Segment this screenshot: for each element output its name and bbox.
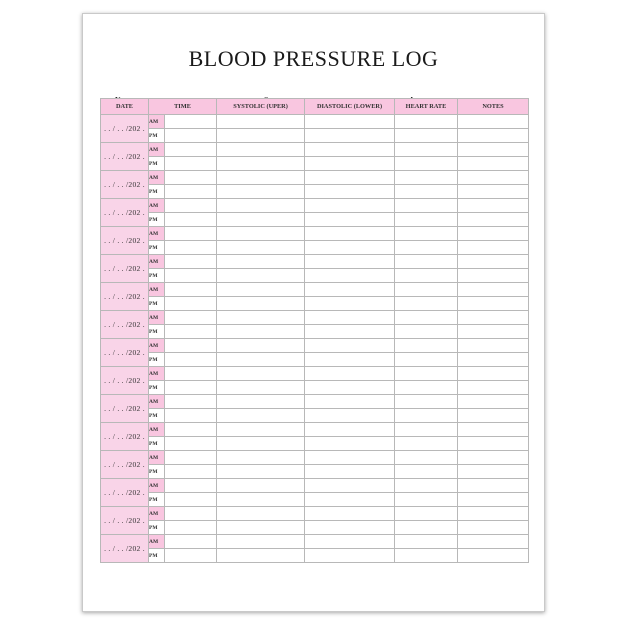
pm-label: PM: [149, 437, 165, 451]
pm-label: PM: [149, 521, 165, 535]
heart-rate-cell[interactable]: [395, 493, 458, 507]
log-row: [101, 521, 529, 535]
pm-label: PM: [149, 241, 165, 255]
log-row: [101, 507, 529, 521]
am-label: AM: [149, 367, 165, 381]
log-row: [101, 465, 529, 479]
notes-cell[interactable]: [458, 395, 529, 409]
time-cell[interactable]: [165, 339, 217, 353]
time-cell[interactable]: [165, 437, 217, 451]
heart-rate-cell[interactable]: [395, 129, 458, 143]
systolic-cell[interactable]: [217, 241, 305, 255]
heart-rate-cell[interactable]: [395, 325, 458, 339]
log-row: [101, 157, 529, 171]
header-diastolic: DIASTOLIC (LOWER): [305, 99, 395, 115]
heart-rate-cell[interactable]: [395, 213, 458, 227]
pm-label: PM: [149, 185, 165, 199]
systolic-cell[interactable]: [217, 283, 305, 297]
heart-rate-cell[interactable]: [395, 339, 458, 353]
log-row: [101, 395, 529, 409]
time-cell[interactable]: [165, 395, 217, 409]
log-row: [101, 437, 529, 451]
notes-cell[interactable]: [458, 465, 529, 479]
am-label: AM: [149, 395, 165, 409]
diastolic-cell[interactable]: [305, 171, 395, 185]
log-row: [101, 115, 529, 129]
am-label: AM: [149, 199, 165, 213]
time-cell[interactable]: [165, 213, 217, 227]
date-cell[interactable]: . . / . . /202 .: [101, 171, 149, 199]
heart-rate-cell[interactable]: [395, 185, 458, 199]
am-label: AM: [149, 423, 165, 437]
header-systolic: SYSTOLIC (UPER): [217, 99, 305, 115]
log-row: [101, 143, 529, 157]
date-cell[interactable]: . . / . . /202 .: [101, 535, 149, 563]
date-cell[interactable]: . . / . . /202 .: [101, 451, 149, 479]
pm-label: PM: [149, 297, 165, 311]
diastolic-cell[interactable]: [305, 465, 395, 479]
header-row: [101, 99, 529, 115]
time-cell[interactable]: [165, 227, 217, 241]
diastolic-cell[interactable]: [305, 381, 395, 395]
diastolic-cell[interactable]: [305, 521, 395, 535]
date-cell[interactable]: . . / . . /202 .: [101, 143, 149, 171]
notes-cell[interactable]: [458, 115, 529, 129]
time-cell[interactable]: [165, 297, 217, 311]
date-cell[interactable]: . . / . . /202 .: [101, 339, 149, 367]
diastolic-cell[interactable]: [305, 395, 395, 409]
systolic-cell[interactable]: [217, 213, 305, 227]
heart-rate-cell[interactable]: [395, 283, 458, 297]
systolic-cell[interactable]: [217, 367, 305, 381]
log-row: [101, 479, 529, 493]
heart-rate-cell[interactable]: [395, 353, 458, 367]
time-cell[interactable]: [165, 171, 217, 185]
diastolic-cell[interactable]: [305, 451, 395, 465]
diastolic-cell[interactable]: [305, 325, 395, 339]
log-row: [101, 255, 529, 269]
systolic-cell[interactable]: [217, 171, 305, 185]
systolic-cell[interactable]: [217, 451, 305, 465]
systolic-cell[interactable]: [217, 353, 305, 367]
systolic-cell[interactable]: [217, 129, 305, 143]
heart-rate-cell[interactable]: [395, 157, 458, 171]
notes-cell[interactable]: [458, 311, 529, 325]
time-cell[interactable]: [165, 451, 217, 465]
heart-rate-cell[interactable]: [395, 535, 458, 549]
notes-cell[interactable]: [458, 199, 529, 213]
systolic-cell[interactable]: [217, 269, 305, 283]
log-row: [101, 367, 529, 381]
diastolic-cell[interactable]: [305, 115, 395, 129]
diastolic-cell[interactable]: [305, 283, 395, 297]
time-cell[interactable]: [165, 465, 217, 479]
log-row: [101, 423, 529, 437]
time-cell[interactable]: [165, 269, 217, 283]
systolic-cell[interactable]: [217, 521, 305, 535]
notes-cell[interactable]: [458, 493, 529, 507]
date-cell[interactable]: . . / . . /202 .: [101, 227, 149, 255]
time-cell[interactable]: [165, 143, 217, 157]
notes-cell[interactable]: [458, 339, 529, 353]
log-row: [101, 311, 529, 325]
notes-cell[interactable]: [458, 353, 529, 367]
diastolic-cell[interactable]: [305, 311, 395, 325]
time-cell[interactable]: [165, 283, 217, 297]
diastolic-cell[interactable]: [305, 129, 395, 143]
time-cell[interactable]: [165, 129, 217, 143]
am-label: AM: [149, 171, 165, 185]
diastolic-cell[interactable]: [305, 143, 395, 157]
heart-rate-cell[interactable]: [395, 311, 458, 325]
heart-rate-cell[interactable]: [395, 171, 458, 185]
time-cell[interactable]: [165, 479, 217, 493]
am-label: AM: [149, 507, 165, 521]
diastolic-cell[interactable]: [305, 269, 395, 283]
am-label: AM: [149, 339, 165, 353]
date-cell[interactable]: . . / . . /202 .: [101, 115, 149, 143]
systolic-cell[interactable]: [217, 325, 305, 339]
notes-cell[interactable]: [458, 381, 529, 395]
systolic-cell[interactable]: [217, 507, 305, 521]
log-body: [101, 115, 529, 563]
notes-cell[interactable]: [458, 549, 529, 563]
heart-rate-cell[interactable]: [395, 255, 458, 269]
time-cell[interactable]: [165, 325, 217, 339]
diastolic-cell[interactable]: [305, 409, 395, 423]
time-cell[interactable]: [165, 157, 217, 171]
time-cell[interactable]: [165, 115, 217, 129]
time-cell[interactable]: [165, 255, 217, 269]
heart-rate-cell[interactable]: [395, 437, 458, 451]
time-cell[interactable]: [165, 381, 217, 395]
header-heart-rate: HEART RATE: [395, 99, 458, 115]
pm-label: PM: [149, 129, 165, 143]
pm-label: PM: [149, 493, 165, 507]
notes-cell[interactable]: [458, 521, 529, 535]
systolic-cell[interactable]: [217, 465, 305, 479]
systolic-cell[interactable]: [217, 381, 305, 395]
systolic-cell[interactable]: [217, 339, 305, 353]
heart-rate-cell[interactable]: [395, 115, 458, 129]
am-label: AM: [149, 479, 165, 493]
diastolic-cell[interactable]: [305, 157, 395, 171]
log-row: [101, 269, 529, 283]
heart-rate-cell[interactable]: [395, 143, 458, 157]
notes-cell[interactable]: [458, 297, 529, 311]
page-title: BLOOD PRESSURE LOG: [188, 46, 439, 71]
notes-cell[interactable]: [458, 507, 529, 521]
notes-cell[interactable]: [458, 325, 529, 339]
notes-cell[interactable]: [458, 241, 529, 255]
notes-cell[interactable]: [458, 255, 529, 269]
log-row: [101, 185, 529, 199]
notes-cell[interactable]: [458, 171, 529, 185]
diastolic-cell[interactable]: [305, 213, 395, 227]
heart-rate-cell[interactable]: [395, 227, 458, 241]
diastolic-cell[interactable]: [305, 549, 395, 563]
time-cell[interactable]: [165, 353, 217, 367]
time-cell[interactable]: [165, 311, 217, 325]
log-row: [101, 535, 529, 549]
heart-rate-cell[interactable]: [395, 479, 458, 493]
heart-rate-cell[interactable]: [395, 465, 458, 479]
notes-cell[interactable]: [458, 129, 529, 143]
notes-cell[interactable]: [458, 283, 529, 297]
date-cell[interactable]: . . / . . /202 .: [101, 199, 149, 227]
systolic-cell[interactable]: [217, 437, 305, 451]
notes-cell[interactable]: [458, 409, 529, 423]
date-cell[interactable]: . . / . . /202 .: [101, 423, 149, 451]
heart-rate-cell[interactable]: [395, 241, 458, 255]
systolic-cell[interactable]: [217, 311, 305, 325]
pm-label: PM: [149, 465, 165, 479]
time-cell[interactable]: [165, 367, 217, 381]
systolic-cell[interactable]: [217, 255, 305, 269]
notes-cell[interactable]: [458, 157, 529, 171]
am-label: AM: [149, 115, 165, 129]
heart-rate-cell[interactable]: [395, 521, 458, 535]
time-cell[interactable]: [165, 521, 217, 535]
heart-rate-cell[interactable]: [395, 381, 458, 395]
log-table: [100, 98, 529, 563]
time-cell[interactable]: [165, 549, 217, 563]
systolic-cell[interactable]: [217, 493, 305, 507]
heart-rate-cell[interactable]: [395, 199, 458, 213]
notes-cell[interactable]: [458, 479, 529, 493]
diastolic-cell[interactable]: [305, 199, 395, 213]
pm-label: PM: [149, 213, 165, 227]
diastolic-cell[interactable]: [305, 227, 395, 241]
systolic-cell[interactable]: [217, 115, 305, 129]
systolic-cell[interactable]: [217, 297, 305, 311]
am-label: AM: [149, 535, 165, 549]
log-row: [101, 213, 529, 227]
diastolic-cell[interactable]: [305, 437, 395, 451]
log-row: [101, 241, 529, 255]
diastolic-cell[interactable]: [305, 507, 395, 521]
log-row: [101, 353, 529, 367]
notes-cell[interactable]: [458, 213, 529, 227]
date-cell[interactable]: . . / . . /202 .: [101, 395, 149, 423]
heart-rate-cell[interactable]: [395, 395, 458, 409]
date-cell[interactable]: . . / . . /202 .: [101, 367, 149, 395]
heart-rate-cell[interactable]: [395, 367, 458, 381]
pm-label: PM: [149, 409, 165, 423]
log-row: [101, 409, 529, 423]
pm-label: PM: [149, 157, 165, 171]
am-label: AM: [149, 143, 165, 157]
systolic-cell[interactable]: [217, 185, 305, 199]
am-label: AM: [149, 283, 165, 297]
diastolic-cell[interactable]: [305, 185, 395, 199]
systolic-cell[interactable]: [217, 395, 305, 409]
am-label: AM: [149, 227, 165, 241]
notes-cell[interactable]: [458, 269, 529, 283]
time-cell[interactable]: [165, 409, 217, 423]
notes-cell[interactable]: [458, 451, 529, 465]
systolic-cell[interactable]: [217, 479, 305, 493]
log-row: [101, 171, 529, 185]
systolic-cell[interactable]: [217, 409, 305, 423]
time-cell[interactable]: [165, 185, 217, 199]
log-row: [101, 549, 529, 563]
diastolic-cell[interactable]: [305, 241, 395, 255]
date-cell[interactable]: . . / . . /202 .: [101, 311, 149, 339]
heart-rate-cell[interactable]: [395, 507, 458, 521]
time-cell[interactable]: [165, 535, 217, 549]
am-label: AM: [149, 311, 165, 325]
log-row: [101, 325, 529, 339]
pm-label: PM: [149, 353, 165, 367]
log-sheet: [82, 13, 545, 612]
date-cell[interactable]: . . / . . /202 .: [101, 255, 149, 283]
date-cell[interactable]: . . / . . /202 .: [101, 479, 149, 507]
notes-cell[interactable]: [458, 437, 529, 451]
diastolic-cell[interactable]: [305, 493, 395, 507]
pm-label: PM: [149, 549, 165, 563]
heart-rate-cell[interactable]: [395, 423, 458, 437]
heart-rate-cell[interactable]: [395, 269, 458, 283]
notes-cell[interactable]: [458, 535, 529, 549]
log-row: [101, 493, 529, 507]
time-cell[interactable]: [165, 507, 217, 521]
heart-rate-cell[interactable]: [395, 451, 458, 465]
notes-cell[interactable]: [458, 185, 529, 199]
diastolic-cell[interactable]: [305, 339, 395, 353]
pm-label: PM: [149, 269, 165, 283]
log-row: [101, 283, 529, 297]
diastolic-cell[interactable]: [305, 297, 395, 311]
time-cell[interactable]: [165, 423, 217, 437]
notes-cell[interactable]: [458, 143, 529, 157]
diastolic-cell[interactable]: [305, 535, 395, 549]
systolic-cell[interactable]: [217, 199, 305, 213]
log-table-wrapper: [100, 98, 528, 563]
header-time: TIME: [149, 99, 217, 115]
log-row: [101, 339, 529, 353]
time-cell[interactable]: [165, 199, 217, 213]
notes-cell[interactable]: [458, 367, 529, 381]
systolic-cell[interactable]: [217, 535, 305, 549]
date-cell[interactable]: . . / . . /202 .: [101, 507, 149, 535]
header-date: DATE: [101, 99, 149, 115]
systolic-cell[interactable]: [217, 423, 305, 437]
pm-label: PM: [149, 325, 165, 339]
notes-cell[interactable]: [458, 227, 529, 241]
am-label: AM: [149, 451, 165, 465]
systolic-cell[interactable]: [217, 143, 305, 157]
log-row: [101, 297, 529, 311]
date-cell[interactable]: . . / . . /202 .: [101, 283, 149, 311]
time-cell[interactable]: [165, 241, 217, 255]
notes-cell[interactable]: [458, 423, 529, 437]
am-label: AM: [149, 255, 165, 269]
header-notes: NOTES: [458, 99, 529, 115]
diastolic-cell[interactable]: [305, 367, 395, 381]
systolic-cell[interactable]: [217, 227, 305, 241]
systolic-cell[interactable]: [217, 549, 305, 563]
diastolic-cell[interactable]: [305, 423, 395, 437]
log-row: [101, 381, 529, 395]
systolic-cell[interactable]: [217, 157, 305, 171]
log-row: [101, 227, 529, 241]
diastolic-cell[interactable]: [305, 353, 395, 367]
heart-rate-cell[interactable]: [395, 297, 458, 311]
pm-label: PM: [149, 381, 165, 395]
log-row: [101, 129, 529, 143]
diastolic-cell[interactable]: [305, 255, 395, 269]
heart-rate-cell[interactable]: [395, 409, 458, 423]
heart-rate-cell[interactable]: [395, 549, 458, 563]
diastolic-cell[interactable]: [305, 479, 395, 493]
log-row: [101, 199, 529, 213]
log-row: [101, 451, 529, 465]
time-cell[interactable]: [165, 493, 217, 507]
